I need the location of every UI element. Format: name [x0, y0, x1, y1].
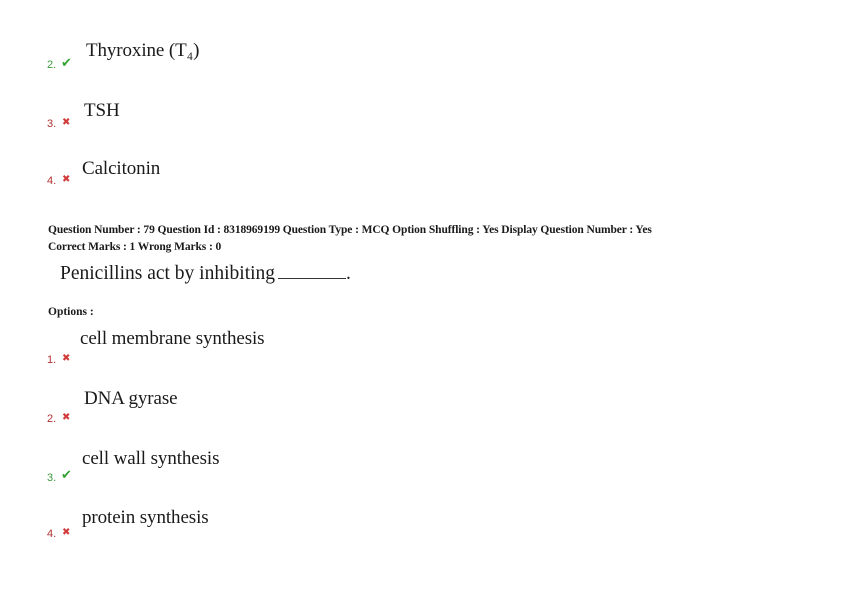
option-text: cell wall synthesis [82, 448, 220, 469]
check-icon: ✔ [61, 468, 72, 483]
option-2 [0, 388, 700, 448]
option-number: 3. [47, 472, 57, 484]
cross-icon: ✖ [62, 174, 71, 185]
option-text: DNA gyrase [84, 388, 178, 409]
option-text: TSH [84, 100, 120, 121]
options-label: Options : [48, 306, 94, 318]
option-number: 2. [47, 413, 57, 425]
question-text [60, 262, 351, 285]
prev-option-3 [0, 98, 700, 158]
option-3 [0, 448, 700, 508]
option-text: cell membrane synthesis [80, 328, 265, 349]
question-meta: Question Number : 79 Question Id : 8318969199 Question Type : MCQ Option Shuffling : Yes Display Question Number : Yes [48, 224, 652, 236]
option-number: 2. [47, 59, 57, 71]
question-end: . [346, 263, 351, 284]
option-1 [0, 328, 700, 388]
cross-icon: ✖ [62, 412, 71, 423]
check-icon: ✔ [61, 56, 72, 71]
option-number: 4. [47, 175, 57, 187]
question-stem: Penicillins act by inhibiting [60, 263, 276, 284]
option-number: 3. [47, 118, 57, 130]
option-text: Calcitonin [82, 158, 161, 179]
option-number: 4. [47, 528, 57, 540]
cross-icon: ✖ [62, 527, 71, 538]
prev-option-4 [0, 156, 700, 216]
marks-meta: Correct Marks : 1 Wrong Marks : 0 [48, 241, 222, 253]
prev-option-2 [0, 38, 700, 98]
answer-blank [278, 262, 346, 279]
option-text: Thyroxine (T₄) [86, 40, 200, 61]
option-4 [0, 507, 700, 567]
cross-icon: ✖ [62, 353, 71, 364]
option-text: protein synthesis [82, 507, 209, 528]
cross-icon: ✖ [62, 117, 71, 128]
option-number: 1. [47, 354, 57, 366]
